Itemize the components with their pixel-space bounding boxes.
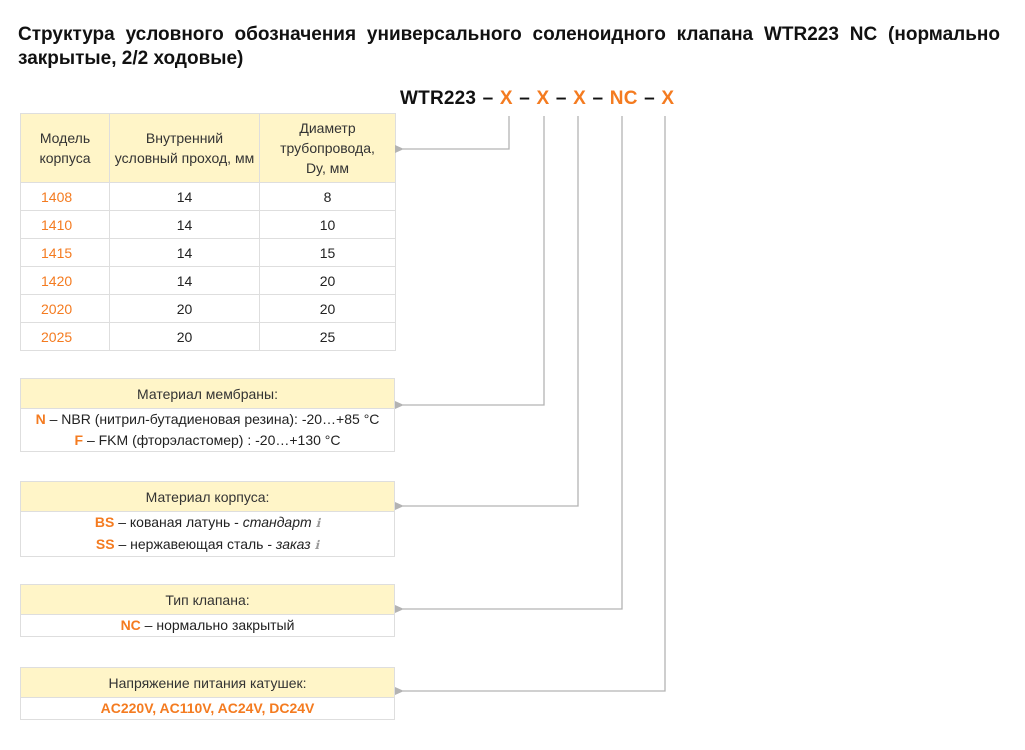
list-item <box>21 512 394 534</box>
column-header-dy: Диаметр трубопровода, Dy, мм <box>260 114 396 183</box>
valve-type-options <box>21 615 395 637</box>
code-part-membrane: X <box>536 88 550 109</box>
list-item <box>21 409 394 430</box>
dy-cell: 20 <box>260 295 396 323</box>
bore-cell: 20 <box>110 323 260 351</box>
dy-cell: 8 <box>260 183 396 211</box>
option-code: NC <box>120 617 141 633</box>
option-code: F <box>74 432 84 448</box>
bore-cell: 14 <box>110 267 260 295</box>
bore-cell: 20 <box>110 295 260 323</box>
model-cell: 1410 <box>21 211 110 239</box>
page-title: Структура условного обозначения универсального соленоидного клапана WTR223 NC (нормально закрытые, 2/2 ходовые) <box>18 24 1000 69</box>
table-header-row <box>21 114 396 183</box>
body-material-box <box>20 481 395 557</box>
code-part-body: X <box>573 88 587 109</box>
option-code: N <box>35 411 46 427</box>
membrane-material-box <box>20 378 395 452</box>
connector-size <box>403 116 509 149</box>
option-note: заказ <box>275 536 311 552</box>
body-material-header: Материал корпуса: <box>21 482 395 512</box>
model-code <box>400 88 674 110</box>
code-separator: – <box>555 88 567 109</box>
model-cell: 1408 <box>21 183 110 211</box>
option-note: стандарт <box>242 514 312 530</box>
connector-voltage <box>403 116 665 691</box>
model-cell: 2025 <box>21 323 110 351</box>
list-item <box>21 534 394 556</box>
connector-membrane <box>403 116 544 405</box>
dy-cell: 10 <box>260 211 396 239</box>
coil-voltage-box <box>20 667 395 720</box>
table-row <box>21 239 396 267</box>
connector-type <box>403 116 622 609</box>
list-item <box>21 430 394 451</box>
code-separator: – <box>592 88 604 109</box>
valve-type-header: Тип клапана: <box>21 585 395 615</box>
table-row <box>21 323 396 351</box>
membrane-options <box>21 409 395 452</box>
info-icon[interactable]: ℹ <box>314 538 320 552</box>
info-icon[interactable]: ℹ <box>315 516 321 530</box>
table-row <box>21 267 396 295</box>
option-text: – NBR (нитрил-бутадиеновая резина): -20…+85 °C <box>45 411 380 427</box>
model-cell: 1415 <box>21 239 110 267</box>
coil-voltage-header: Напряжение питания катушек: <box>21 668 395 698</box>
model-cell: 1420 <box>21 267 110 295</box>
valve-type-box <box>20 584 395 637</box>
voltage-values: AC220V, AC110V, AC24V, DC24V <box>100 700 315 716</box>
code-separator: – <box>519 88 531 109</box>
table-row <box>21 183 396 211</box>
option-code: SS <box>95 536 115 552</box>
option-text: – нержавеющая сталь - <box>114 536 276 552</box>
code-part-size: X <box>499 88 513 109</box>
coil-voltage-options <box>21 698 395 720</box>
table-row <box>21 211 396 239</box>
dy-cell: 15 <box>260 239 396 267</box>
option-code: BS <box>94 514 115 530</box>
model-cell: 2020 <box>21 295 110 323</box>
membrane-header: Материал мембраны: <box>21 379 395 409</box>
connector-body <box>403 116 578 506</box>
option-text: – нормально закрытый <box>140 617 295 633</box>
column-header-model: Модель корпуса <box>21 114 110 183</box>
code-prefix: WTR223 <box>400 88 477 109</box>
list-item <box>21 615 394 636</box>
dy-cell: 25 <box>260 323 396 351</box>
dy-cell: 20 <box>260 267 396 295</box>
code-separator: – <box>482 88 494 109</box>
option-text: – FKM (фторэластомер) : -20…+130 °C <box>83 432 341 448</box>
bore-cell: 14 <box>110 239 260 267</box>
table-row <box>21 295 396 323</box>
bore-cell: 14 <box>110 211 260 239</box>
sizes-table <box>20 113 396 351</box>
code-separator: – <box>644 88 655 109</box>
option-text: – кованая латунь - <box>114 514 243 530</box>
body-material-options <box>21 512 395 557</box>
column-header-bore: Внутренний условный проход, мм <box>110 114 260 183</box>
code-part-type: NC <box>609 88 638 109</box>
code-part-voltage: X <box>661 88 675 109</box>
bore-cell: 14 <box>110 183 260 211</box>
